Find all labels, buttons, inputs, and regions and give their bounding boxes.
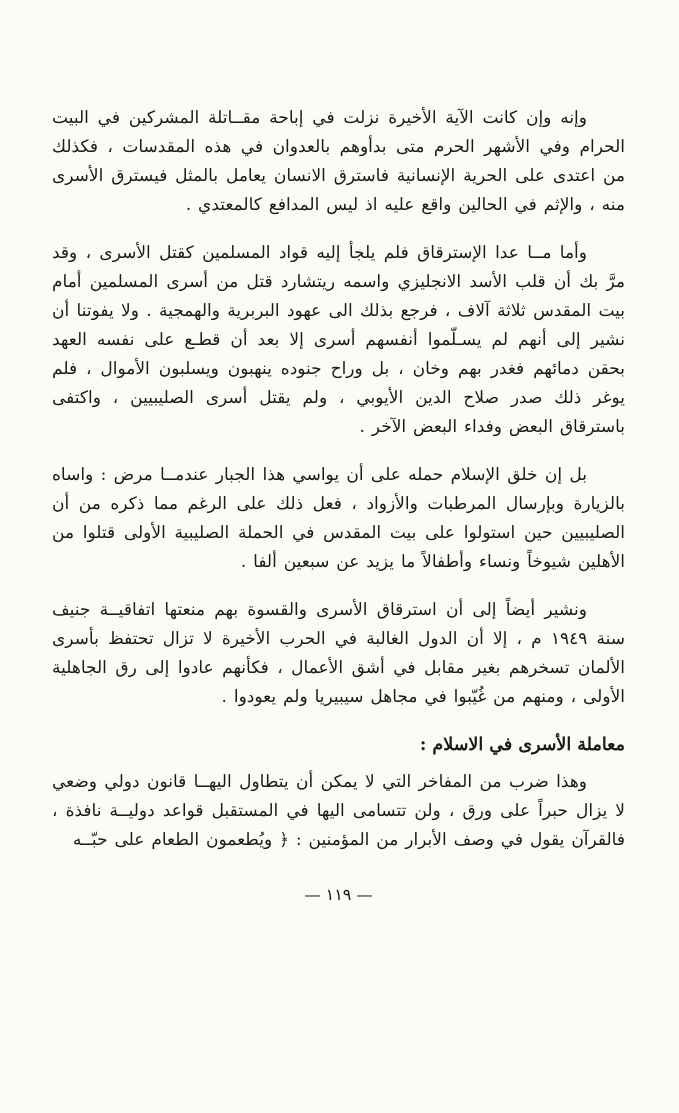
page-number: — ١١٩ — (304, 885, 373, 904)
paragraph-3: بل إن خلق الإسلام حمله على أن يواسي هذا الجبار عندمــا مرض : واساه بالزيارة وبإرسال المرطبات والأزواد ، فعل ذلك على الرغم مما ذكره من أن الصليبيين حين استولوا على بيت المقدس في الحملة الصليبية الأولى قتلوا من الأهلين شيوخاً ونساء وأطفالاً ما يزيد عن سبعين ألفا . (52, 465, 625, 572)
page-text-block (52, 104, 625, 904)
paragraph-4: ونشير أيضاً إلى أن استرقاق الأسرى والقسوة بهم منعتها اتفاقيــة جنيف سنة ١٩٤٩ م ، إلا أن الدول الغالبة في الحرب الأخيرة لا تزال تحتفظ بأسرى الألمان تسخرهم بغير مقابل في أشق الأعمال ، فكأنهم عادوا إلى رق الجاهلية الأولى ، ومنهم من غُيّبوا في مجاهل سيبيريا ولم يعودوا . (52, 600, 625, 707)
paragraph-2: وأما مــا عدا الإسترقاق فلم يلجأ إليه قواد المسلمين كقتل الأسرى ، وقد مرَّ بك أن قلب الأسد الانجليزي واسمه ريتشارد قتل من أسرى المسلمين أمام بيت المقدس ثلاثة آلاف ، فرجع بذلك الى عهود البربرية والهمجية . ولا يفوتنا أن نشير إلى أنهم لم يسـلّموا أنفسهم أسرى إلا بعد أن قطـع على نفسه العهد بحقن دمائهم فغدر بهم وخان ، بل وراح جنوده ينهبون ويسلبون الأموال ، فلم يوغر ذلك صدر صلاح الدين الأيوبي ، ولم يقتل أسرى الصليبيين ، واكتفى باسترقاق البعض وفداء البعض الآخر . (52, 243, 625, 437)
paragraph-5: وهذا ضرب من المفاخر التي لا يمكن أن يتطاول اليهــا قانون دولي وضعي لا يزال حبراً على ورق ، ولن تتسامى اليها في المستقبل قواعد دوليــة نافذة ، فالقرآن يقول في وصف الأبرار من المؤمنين : ﴿ ويُطعمون الطعام على حبّــه (52, 772, 625, 850)
section-heading: معاملة الأسرى في الاسلام : (419, 735, 625, 755)
paragraph-1: وإنه وإن كانت الآية الأخيرة نزلت في إباحة مقــاتلة المشركين في البيت الحرام وفي الأشهر الحرم متى بدأوهم بالعدوان في هذه المقدسات ، فكذلك من اعتدى على الحرية الإنسانية فاسترق الانسان يعامل بالمثل فيسترق الأسرى منه ، والإثم في الحالين واقع عليه اذ ليس المدافع كالمعتدي . (52, 108, 625, 215)
